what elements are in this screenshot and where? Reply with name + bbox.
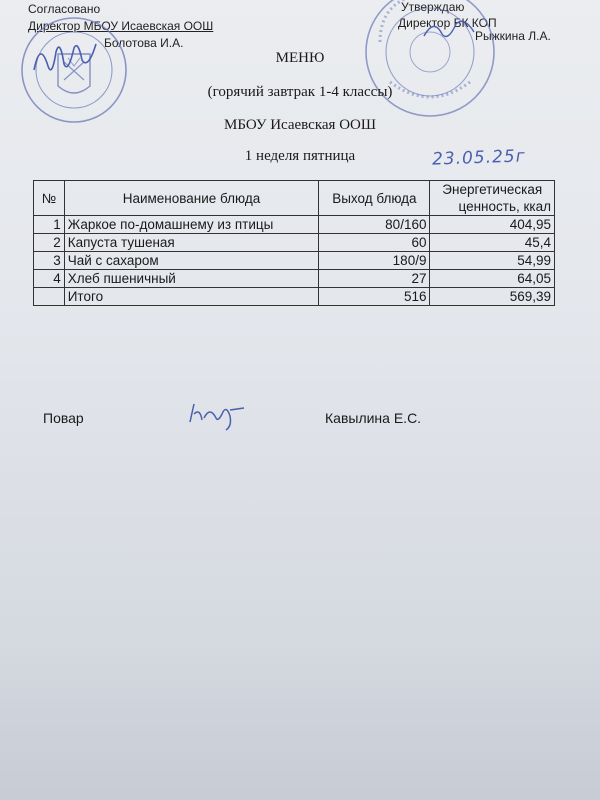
row-dish-name: Жаркое по-домашнему из птицы (64, 216, 319, 234)
approval-left-position: Директор МБОУ Исаевская ООШ (28, 19, 214, 33)
cook-handwritten-signature (186, 396, 250, 432)
row-number: 2 (34, 234, 65, 252)
total-energy: 569,39 (430, 288, 555, 306)
row-energy: 64,05 (430, 270, 555, 288)
school-name: МБОУ Исаевская ООШ (223, 117, 376, 133)
header-energy-line2: ценность, ккал (458, 199, 551, 214)
cook-name: Кавылина Е.С. (325, 410, 422, 426)
row-dish-name: Хлеб пшеничный (64, 270, 319, 288)
row-output: 80/160 (319, 216, 430, 234)
table-row (34, 252, 555, 270)
table-row (34, 234, 555, 252)
row-energy: 45,4 (430, 234, 555, 252)
week-day: 1 неделя пятница (244, 148, 356, 164)
row-energy: 54,99 (430, 252, 555, 270)
header-energy (430, 181, 555, 216)
approval-left-signature-name: Болотова И.А. (104, 36, 184, 50)
header-output: Выход блюда (319, 181, 430, 216)
total-output: 516 (319, 288, 430, 306)
row-energy: 404,95 (430, 216, 555, 234)
header-energy-line1: Энергетическая (442, 182, 543, 197)
handwritten-date: 23.05.25г (431, 146, 526, 170)
approval-left-label: Согласовано (28, 2, 101, 16)
row-number: 1 (34, 216, 65, 234)
approval-right-label: Утверждаю (401, 0, 465, 14)
table-row (34, 216, 555, 234)
table-header-row (34, 181, 555, 216)
row-number: 3 (34, 252, 65, 270)
approval-right-position: Директор БК КОП (398, 16, 497, 30)
total-label: Итого (64, 288, 319, 306)
row-output: 180/9 (319, 252, 430, 270)
table-row (34, 270, 555, 288)
header-dish-name: Наименование блюда (64, 181, 319, 216)
cook-role: Повар (43, 410, 84, 426)
row-output: 27 (319, 270, 430, 288)
right-handwritten-signature (420, 14, 480, 44)
table-total-row (34, 288, 555, 306)
row-dish-name: Чай с сахаром (64, 252, 319, 270)
row-output: 60 (319, 234, 430, 252)
menu-table (33, 180, 555, 306)
menu-title: МЕНЮ (275, 50, 325, 66)
row-dish-name: Капуста тушеная (64, 234, 319, 252)
menu-subtitle: (горячий завтрак 1-4 классы) (207, 84, 393, 100)
header-number: № (34, 181, 65, 216)
row-number: 4 (34, 270, 65, 288)
total-number-cell (34, 288, 65, 306)
approval-right-signature-name: Рыжкина Л.А. (475, 29, 551, 43)
